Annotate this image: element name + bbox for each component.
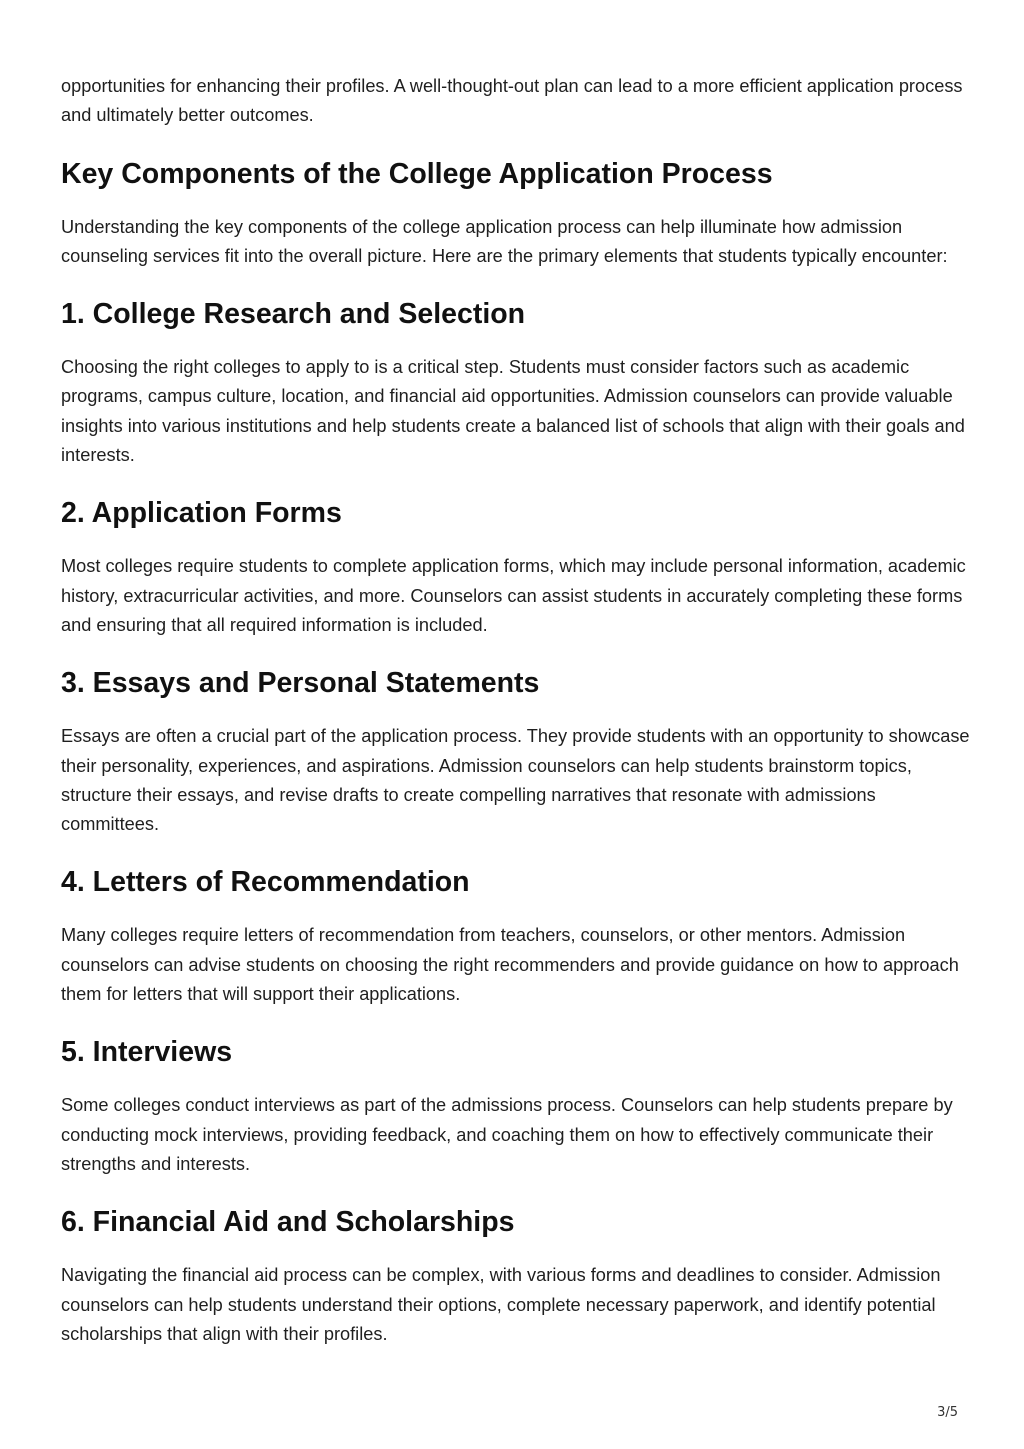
section-4-paragraph: Many colleges require letters of recommendation from teachers, counselors, or other mentors. Admission counselors can advise students on choosing the right recommenders and provide guidance on how to approach them for letters that will support their applications.: [61, 925, 959, 1005]
section-1-paragraph: Choosing the right colleges to apply to is a critical step. Students must consider factors such as academic programs, campus culture, location, and financial aid opportunities. Admission counselors can provide valuable insights into various institutions and help students create a balanced list of schools that align with their goals and interests.: [61, 357, 965, 466]
section-5-heading: 5. Interviews: [61, 1036, 233, 1069]
section-2-paragraph: Most colleges require students to complete application forms, which may include personal information, academic history, extracurricular activities, and more. Counselors can assist students in accurately completing these forms and ensuring that all required information is included.: [61, 556, 966, 635]
section-3-paragraph: Essays are often a crucial part of the application process. They provide students with an opportunity to showcase their personality, experiences, and aspirations. Admission counselors can help students brainstorm topics, structure their essays, and revise drafts to create compelling narratives that resonate with admissions committees.: [61, 726, 970, 835]
key-components-heading: Key Components of the College Application Process: [61, 157, 773, 190]
section-4-heading: 4. Letters of Recommendation: [61, 866, 470, 899]
document-page: [61, 72, 971, 1374]
section-6-paragraph: Navigating the financial aid process can be complex, with various forms and deadlines to consider. Admission counselors can help students understand their options, complete necessary paperwork, and identify potential scholarships that align with their profiles.: [61, 1265, 941, 1344]
page-number: 3/5: [937, 1405, 958, 1420]
section-2-heading: 2. Application Forms: [61, 497, 342, 530]
section-1-heading: 1. College Research and Selection: [61, 298, 526, 331]
intro-paragraph: opportunities for enhancing their profiles. A well-thought-out plan can lead to a more efficient application process and ultimately better outcomes.: [61, 76, 963, 126]
section-6-heading: 6. Financial Aid and Scholarships: [61, 1206, 515, 1239]
section-3-heading: 3. Essays and Personal Statements: [61, 667, 540, 700]
key-components-paragraph: Understanding the key components of the college application process can help illuminate how admission counseling services fit into the overall picture. Here are the primary elements that students typically encounter:: [61, 216, 948, 266]
section-5-paragraph: Some colleges conduct interviews as part of the admissions process. Counselors can help students prepare by conducting mock interviews, providing feedback, and coaching them on how to effectively communicate their strengths and interests.: [61, 1095, 953, 1174]
